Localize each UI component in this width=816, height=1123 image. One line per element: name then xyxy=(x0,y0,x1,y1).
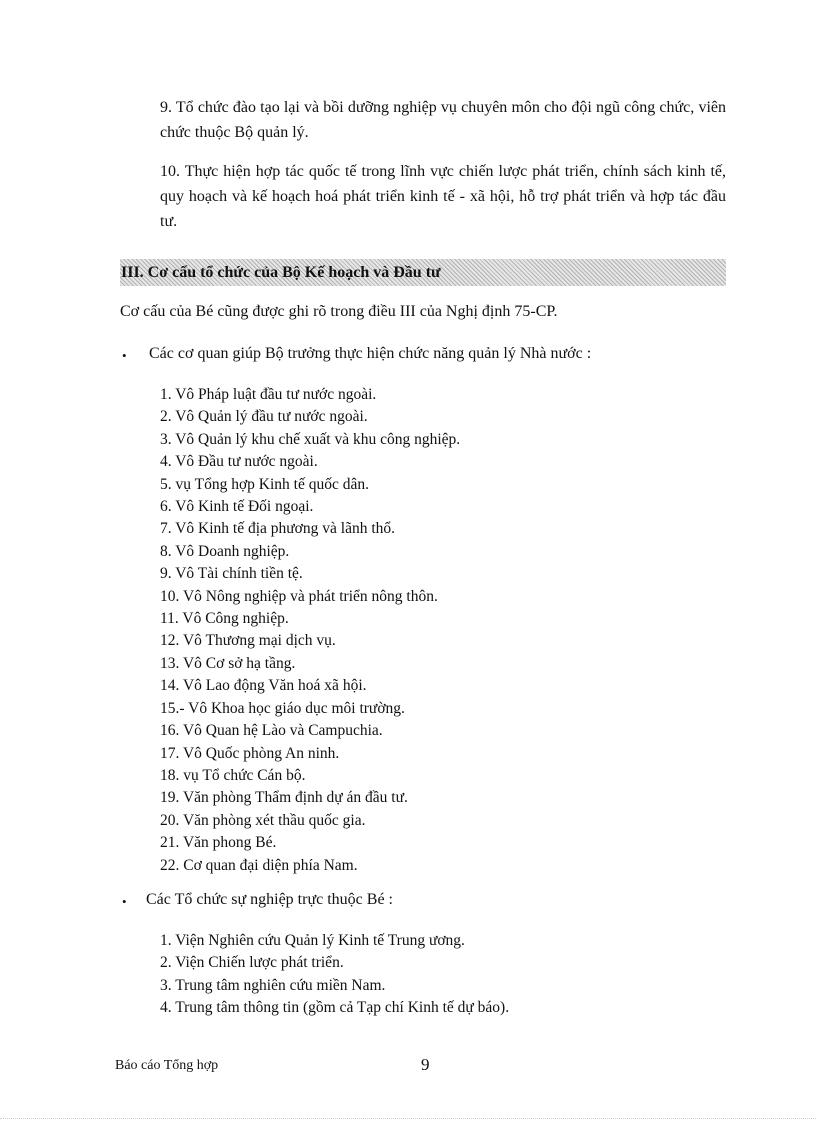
list-item: 18. vụ Tổ chức Cán bộ. xyxy=(160,766,306,784)
list-item: 16. Vô Quan hệ Lào và Campuchia. xyxy=(160,722,383,740)
paragraph-number: 10. xyxy=(160,163,180,180)
section-heading: III. Cơ cấu tổ chức của Bộ Kế hoạch và Đầu tư xyxy=(120,259,726,286)
list-item: 20. Văn phòng xét thầu quốc gia. xyxy=(160,811,366,829)
bullet-marker-2: • xyxy=(122,894,127,909)
numbered-paragraph-9 xyxy=(160,95,726,145)
list-item: 4. Vô Đầu tư nước ngoài. xyxy=(160,453,318,471)
bullet-marker-1: • xyxy=(122,348,127,363)
page-number: 9 xyxy=(421,1055,430,1074)
list-item: 1. Viện Nghiên cứu Quản lý Kinh tế Trung ương. xyxy=(160,932,465,949)
list-item: 6. Vô Kinh tế Đối ngoại. xyxy=(160,498,314,516)
list-item: 3. Trung tâm nghiên cứu miền Nam. xyxy=(160,976,386,994)
list-item: 5. vụ Tổng hợp Kinh tế quốc dân. xyxy=(160,475,369,493)
list-item: 19. Văn phòng Thẩm định dự án đầu tư. xyxy=(160,789,408,807)
list-item: 1. Vô Pháp luật đầu tư nước ngoài. xyxy=(160,386,377,403)
list-item: 11. Vô Công nghiệp. xyxy=(160,610,289,628)
paragraph-text: Tổ chức đào tạo lại và bồi dưỡng nghiệp vụ chuyên môn cho đội ngũ công chức, viên chức thuộc Bộ quản lý. xyxy=(160,99,727,141)
affiliated-institutions-list xyxy=(160,930,509,1020)
list-item: 14. Vô Lao động Văn hoá xã hội. xyxy=(160,677,367,695)
list-item: 7. Vô Kinh tế địa phương và lãnh thổ. xyxy=(160,520,396,538)
list-item: 4. Trung tâm thông tin (gồm cả Tạp chí Kinh tế dự báo). xyxy=(160,999,510,1017)
list-item: 17. Vô Quốc phòng An ninh. xyxy=(160,744,340,762)
list-item: 21. Văn phong Bé. xyxy=(160,834,277,852)
list-item: 2. Viện Chiến lược phát triển. xyxy=(160,954,344,972)
list-item: 2. Vô Quản lý đầu tư nước ngoài. xyxy=(160,408,368,426)
list-item: 12. Vô Thương mại dịch vụ. xyxy=(160,632,336,650)
list-item: 10. Vô Nông nghiệp và phát triển nông thôn. xyxy=(160,587,438,605)
bullet-text-2: Các Tổ chức sự nghiệp trực thuộc Bé : xyxy=(146,891,393,908)
paragraph-number: 9. xyxy=(160,99,172,116)
list-item: 9. Vô Tài chính tiền tệ. xyxy=(160,565,303,583)
list-item: 15.- Vô Khoa học giáo dục môi trường. xyxy=(160,699,405,717)
paragraph-text: Thực hiện hợp tác quốc tế trong lĩnh vực chiến lược phát triển, chính sách kinh tế, quy hoạch và kế hoạch hoá phát triển kinh tế - xã hội, hỗ trợ phát triển và hợp tác đầu tư. xyxy=(160,163,726,230)
intro-paragraph: Cơ cấu của Bé cũng được ghi rõ trong điều III của Nghị định 75-CP. xyxy=(120,303,558,320)
footer-title: Báo cáo Tổng hợp xyxy=(115,1058,219,1073)
management-units-list xyxy=(160,384,460,877)
list-item: 3. Vô Quản lý khu chế xuất và khu công nghiệp. xyxy=(160,430,461,448)
list-item: 8. Vô Doanh nghiệp. xyxy=(160,542,290,560)
bullet-text-1: Các cơ quan giúp Bộ trưởng thực hiện chức năng quản lý Nhà nước : xyxy=(149,345,592,362)
numbered-paragraph-10 xyxy=(160,159,726,234)
list-item: 13. Vô Cơ sở hạ tầng. xyxy=(160,654,296,672)
page-bottom-divider xyxy=(0,1118,816,1119)
list-item: 22. Cơ quan đại diện phía Nam. xyxy=(160,856,358,874)
